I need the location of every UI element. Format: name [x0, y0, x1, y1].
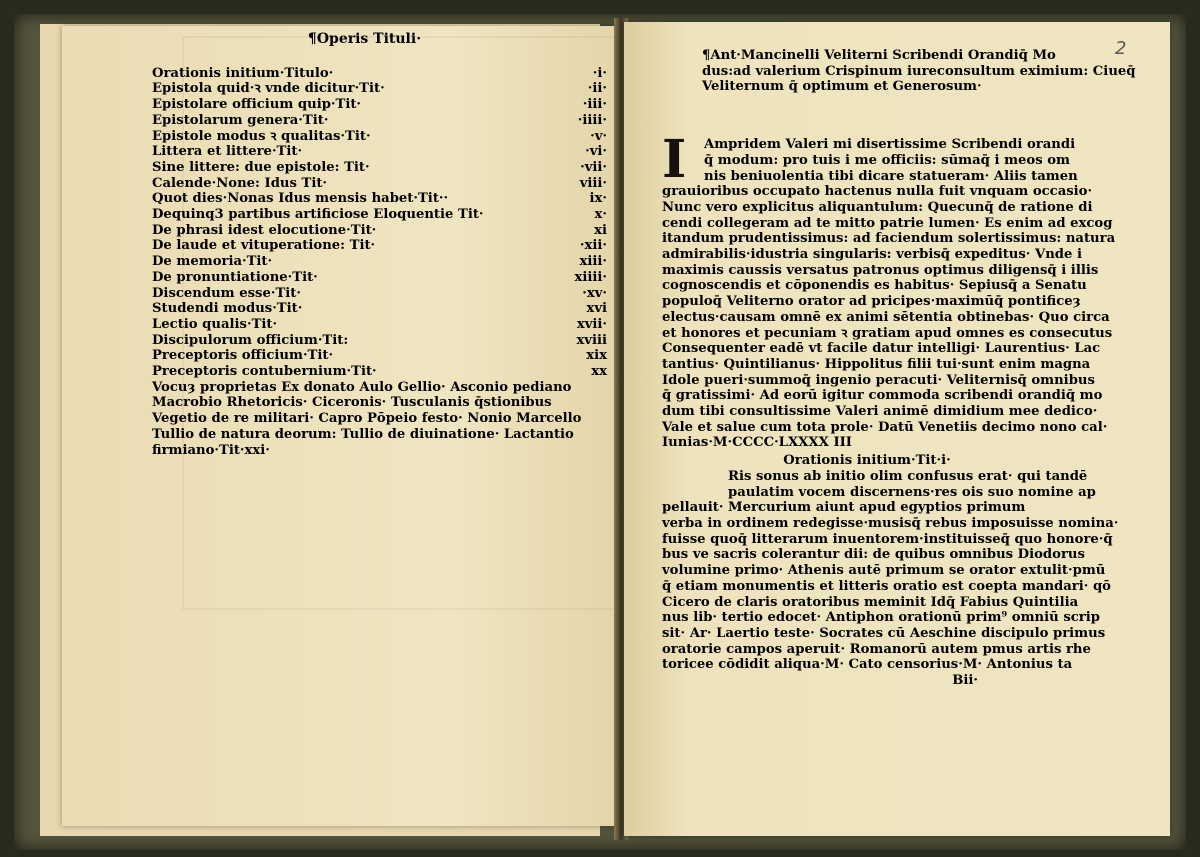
heading-line: ¶Ant·Mancinelli Veliterni Scribendi Orandiq̄ Mo: [702, 48, 1056, 63]
letter-line: tantius· Quintilianus· Hippolitus filii tui·sunt enim magna: [662, 356, 1091, 372]
letter-line: Vale et salue cum tota prole· Datū Venetiis decimo nono cal·: [662, 419, 1108, 435]
toc-row: [152, 144, 607, 160]
letter-line: Nunc vero explicitus aliquantulum: Quecunq̄ de ratione di: [662, 199, 1093, 215]
toc-row: [152, 97, 607, 113]
toc-number: ·vi·: [585, 144, 607, 160]
letter-line: q̄ modum: pro tuis i me officiis: sūmaq̄ i meos om: [704, 152, 1070, 168]
toc-number: ·ii·: [587, 81, 607, 97]
toc-number: ix·: [589, 191, 607, 207]
letter-line: itandum prudentissimus: ad faciendum solertissimus: natura: [662, 231, 1116, 247]
toc-title: Calende·None: Idus Tit·: [152, 175, 328, 191]
toc-title: Epistolarum genera·Tit·: [152, 112, 329, 128]
toc-title: Preceptoris officium·Tit·: [152, 348, 334, 364]
section-line: fuisse quoq̄ litterarum inuentorem·instituisseq̄ quo honore·q̄: [662, 531, 1113, 547]
toc-row: [152, 270, 607, 286]
toc-title: Lectio qualis·Tit·: [152, 316, 278, 332]
toc-row: [152, 348, 607, 364]
section-line: oratorie campos aperuit· Romanorū autem pmus artis rhe: [662, 641, 1091, 657]
toc-title: Quot dies·Nonas Idus mensis habet·Tit··: [152, 191, 449, 207]
toc-number: ·v·: [590, 128, 607, 144]
heading-line: dus:ad valerium Crispinum iureconsultum eximium: Ciueq̄: [702, 63, 1136, 79]
toc-title: De phrasi idest elocutione·Tit·: [152, 222, 377, 238]
toc-row: [152, 160, 607, 176]
dedication-letter: [662, 129, 1116, 451]
letter-line: populoq̄ Veliterno orator ad pricipes·maximūq̄ pontificeȝ: [662, 294, 1081, 310]
toc-row: [152, 317, 607, 333]
section-line: Cicero de claris oratoribus meminit Idq̄ Fabius Quintilia: [662, 594, 1079, 610]
toc-row: [152, 254, 607, 270]
toc-title: Epistolare officium quip·Tit·: [152, 97, 362, 113]
letter-line: admirabilis·idustria singularis: verbisq̄ expeditus· Vnde i: [662, 247, 1083, 263]
heading-line: Veliternum q̄ optimum et Generosum·: [702, 79, 982, 95]
toc-title: De laude et vituperatione: Tit·: [152, 238, 376, 254]
toc-row: [152, 66, 607, 82]
toc-number: ·iiii·: [577, 112, 607, 128]
toc-title: Preceptoris contubernium·Tit·: [152, 364, 377, 380]
toc-number: ·xii·: [579, 238, 607, 254]
toc-row: [152, 238, 607, 254]
toc-heading: ¶Operis Tituli·: [307, 31, 422, 47]
toc-number: viii·: [579, 175, 607, 191]
letter-line: et honores et pecuniam ꝛ gratiam apud omnes es consecutus: [662, 325, 1113, 341]
letter-line: electus·causam omnē ex animi sētentia obtinebas· Quo circa: [662, 309, 1110, 325]
toc-sources: [152, 380, 607, 459]
letter-line: cognoscendis et cōponendis es habitus· Sepiusq̄ a Senatu: [662, 278, 1087, 294]
toc-title: Studendi modus·Tit·: [152, 301, 303, 317]
toc-number: xiiii·: [574, 269, 607, 285]
letter-line: q̄ gratissimi· Ad eorū igitur commoda scribendi orandiq̄ mo: [662, 388, 1103, 404]
toc-row: [152, 286, 607, 302]
toc-number: ·iii·: [582, 97, 607, 113]
toc-number: xix: [586, 348, 607, 364]
source-line: Vocuȝ proprietas Ex donato Aulo Gellio· Asconio pediano: [152, 379, 572, 395]
toc-number: xviii: [576, 332, 607, 348]
toc-number: ·i·: [592, 65, 607, 81]
toc-row: [152, 301, 607, 317]
toc-row: [152, 81, 607, 97]
letter-line: maximis caussis versatus patronus optimus diligensq̄ i illis: [662, 262, 1099, 278]
section-line: Ris sonus ab initio olim confusus erat· qui tandē: [728, 468, 1088, 484]
toc-title: Epistole modus ꝛ qualitas·Tit·: [152, 128, 371, 144]
toc-title: Sine littere: due epistole: Tit·: [152, 159, 370, 175]
section-line: toricee cōdidit aliqua·M· Cato censorius·M· Antonius ta: [662, 657, 1073, 673]
toc-number: xvii·: [576, 316, 607, 332]
toc-title: De memoria·Tit·: [152, 254, 273, 270]
section-line: verba in ordinem redegisse·musisq̄ rebus imposuisse nomina·: [662, 515, 1119, 531]
toc-row: [152, 364, 607, 380]
toc-row: [152, 223, 607, 239]
section-line: Bii·: [952, 673, 978, 689]
toc-number: xx: [591, 364, 607, 380]
toc-row: [152, 207, 607, 223]
source-line: Macrobio Rhetoricis· Ciceronis· Tusculanis q̄stionibus: [152, 395, 552, 411]
toc-row: [152, 191, 607, 207]
decorated-initial: I: [662, 129, 687, 191]
letter-heading: [702, 48, 1136, 95]
letter-line: nis beniuolentia tibi dicare statueram· Aliis tamen: [704, 168, 1078, 184]
section-line: pellauit· Mercurium aiunt apud egyptios primum: [662, 500, 1026, 516]
section-body: [662, 468, 1119, 689]
letter-line: Consequenter eadē vt facile datur intelligi· Laurentius· Lac: [662, 341, 1101, 357]
letter-line: Idole pueri·summoq̄ ingenio peracuti· Veliternisq̄ omnibus: [662, 372, 1095, 388]
toc-title: Orationis initium·Titulo·: [152, 65, 334, 81]
toc-number: xi: [594, 222, 607, 238]
section-line: paulatim vocem discernens·res ois suo nomine ap: [728, 484, 1096, 500]
toc-number: ·xv·: [582, 285, 607, 301]
toc-title: De pronuntiatione·Tit·: [152, 269, 318, 285]
section-line: bus ve sacris colerantur dii: de quibus omnibus Diodorus: [662, 547, 1085, 563]
letter-line: dum tibi consultissime Valeri animē dimidium mee dedico·: [662, 404, 1098, 420]
toc-list: [152, 66, 607, 380]
toc-title: Discendum esse·Tit·: [152, 285, 301, 301]
toc-row: [152, 176, 607, 192]
toc-row: [152, 333, 607, 349]
section-line: sit· Ar· Laertio teste· Socrates cū Aeschine discipulo primus: [662, 625, 1106, 641]
source-line: Vegetio de re militari· Capro Pōpeio festo· Nonio Marcello: [152, 411, 582, 427]
source-line: Tullio de natura deorum: Tullio de diuinatione· Lactantio: [152, 426, 574, 442]
toc-number: x·: [594, 207, 607, 223]
letter-line: grauioribus occupato hactenus nulla fuit vnquam occasio·: [662, 184, 1093, 200]
toc-title: Discipulorum officium·Tit:: [152, 332, 349, 348]
toc-row: [152, 129, 607, 145]
letter-line: cendi collegeram ad te mitto patrie lumen· Es enim ad excog: [662, 215, 1113, 231]
letter-line: Ampridem Valeri mi disertissime Scribendi orandi: [704, 137, 1076, 153]
section-line: nus lib· tertio edocet· Antiphon orationū prim⁹ omniū scrip: [662, 610, 1100, 626]
toc-number: xvi: [586, 301, 607, 317]
toc-number: ·vii·: [580, 159, 607, 175]
right-page-text: [662, 48, 1136, 689]
section-line: volumine primo· Athenis autē primum se orator extulit·pmū: [662, 563, 1106, 579]
page-number: 2: [1115, 38, 1127, 59]
toc-number: xiii·: [579, 254, 607, 270]
toc-title: Dequinq3 partibus artificiose Eloquentie Tit·: [152, 207, 484, 223]
section-line: q̄ etiam monumentis et litteris oratio est coepta mandari· qō: [662, 578, 1111, 594]
table-of-contents: [152, 32, 607, 458]
toc-row: [152, 113, 607, 129]
toc-title: Littera et littere·Tit·: [152, 144, 303, 160]
letter-line: Iunias·M·CCCC·LXXXX III: [662, 435, 852, 451]
source-line: firmiano·Tit·xxi·: [152, 442, 270, 458]
section-title: Orationis initium·Tit·i·: [783, 453, 951, 469]
toc-title: Epistola quid·ꝛ vnde dicitur·Tit·: [152, 81, 385, 97]
